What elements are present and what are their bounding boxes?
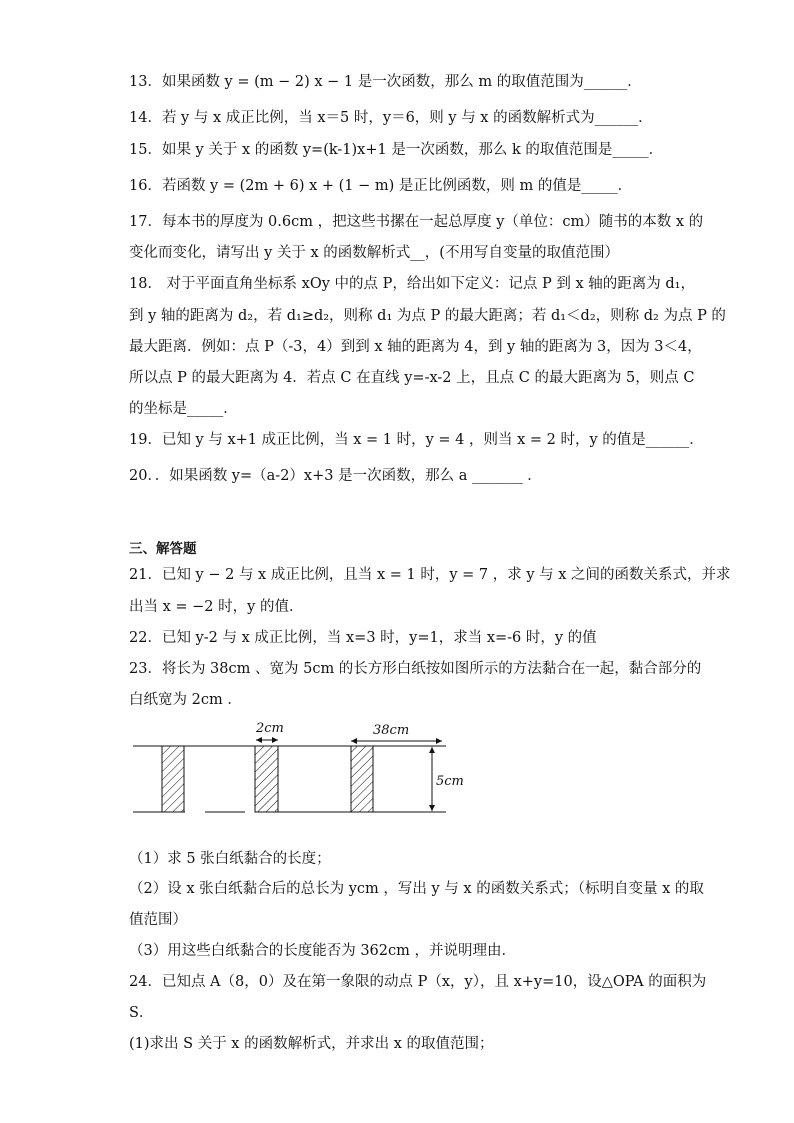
question-23-sub-2-line-1: （2）设 x 张白纸黏合后的总长为 ycm ，写出 y 与 x 的函数关系式；（标明自变量 x 的取	[129, 881, 704, 897]
overlap-strip	[351, 746, 373, 812]
question-20: 20．．如果函数 y=（a-2）x+3 是一次函数，那么 a _______ ．	[129, 468, 542, 484]
question-24-line-2: S．	[129, 1005, 154, 1021]
question-23-sub-3: （3）用这些白纸黏合的长度能否为 362cm ，并说明理由．	[129, 943, 516, 959]
section-heading-answers: 三、解答题	[129, 541, 197, 557]
overlap-strip	[255, 746, 278, 812]
width-label: 5cm	[436, 774, 464, 789]
question-18-line-1: 18． 对于平面直角坐标系 xOy 中的点 P，给出如下定义：记点 P 到 x 轴的距离为 d₁，	[129, 276, 695, 292]
overlap-strip	[162, 746, 184, 812]
question-24-line-1: 24．已知点 A（8，0）及在第一象限的动点 P（x，y），且 x+y=10，设△OPA 的面积为	[129, 974, 707, 990]
question-17-line-2: 变化而变化，请写出 y 关于 x 的函数解析式__，(不用写自变量的取值范围）	[129, 245, 619, 261]
question-16: 16．若函数 y = (2m + 6) x + (1 − m) 是正比例函数，则 m 的值是_____．	[129, 178, 633, 194]
question-24-sub-1: (1)求出 S 关于 x 的函数解析式，并求出 x 的取值范围；	[129, 1036, 494, 1052]
question-18-line-3: 最大距离．例如：点 P（-3，4）到到 x 轴的距离为 4，到 y 轴的距离为 3，因为 3＜4，	[129, 339, 702, 355]
length-label: 38cm	[373, 723, 410, 738]
question-21-line-2: 出当 x = −2 时，y 的值．	[129, 599, 304, 615]
question-22: 22．已知 y-2 与 x 成正比例，当 x=3 时，y=1，求当 x=-6 时，y 的值	[129, 630, 597, 646]
question-14: 14．若 y 与 x 成正比例，当 x＝5 时，y＝6，则 y 与 x 的函数解析式为______．	[129, 110, 653, 126]
question-17-line-1: 17．每本书的厚度为 0.6cm ，把这些书摞在一起总厚度 y（单位：cm）随书的本数 x 的	[129, 214, 704, 230]
question-23-line-2: 白纸宽为 2cm ．	[129, 692, 242, 708]
question-23-sub-2-line-2: 值范围）	[129, 912, 187, 928]
question-23-line-1: 23．将长为 38cm 、宽为 5cm 的长方形白纸按如图所示的方法黏合在一起，黏合部分的	[129, 661, 702, 677]
question-23-sub-1: （1）求 5 张白纸黏合的长度；	[129, 851, 331, 867]
question-18-line-5: 的坐标是_____．	[129, 401, 238, 417]
question-15: 15．如果 y 关于 x 的函数 y=(k-1)x+1 是一次函数，那么 k 的取值范围是_____．	[129, 142, 664, 158]
overlap-label: 2cm	[256, 721, 284, 736]
question-21-line-1: 21．已知 y − 2 与 x 成正比例，且当 x = 1 时，y = 7 ，求 y 与 x 之间的函数关系式，并求	[129, 567, 731, 583]
question-19: 19．已知 y 与 x+1 成正比例，当 x = 1 时，y = 4 ，则当 x = 2 时，y 的值是______．	[129, 432, 704, 448]
question-13: 13．如果函数 y = (m − 2) x − 1 是一次函数，那么 m 的取值范围为______．	[129, 74, 642, 90]
question-18-line-4: 所以点 P 的最大距离为 4．若点 C 在直线 y=-x-2 上，且点 C 的最大距离为 5，则点 C	[129, 370, 695, 386]
question-18-line-2: 到 y 轴的距离为 d₂，若 d₁≥d₂，则称 d₁ 为点 P 的最大距离；若 d₁＜d₂，则称 d₂ 为点 P 的	[129, 308, 726, 324]
